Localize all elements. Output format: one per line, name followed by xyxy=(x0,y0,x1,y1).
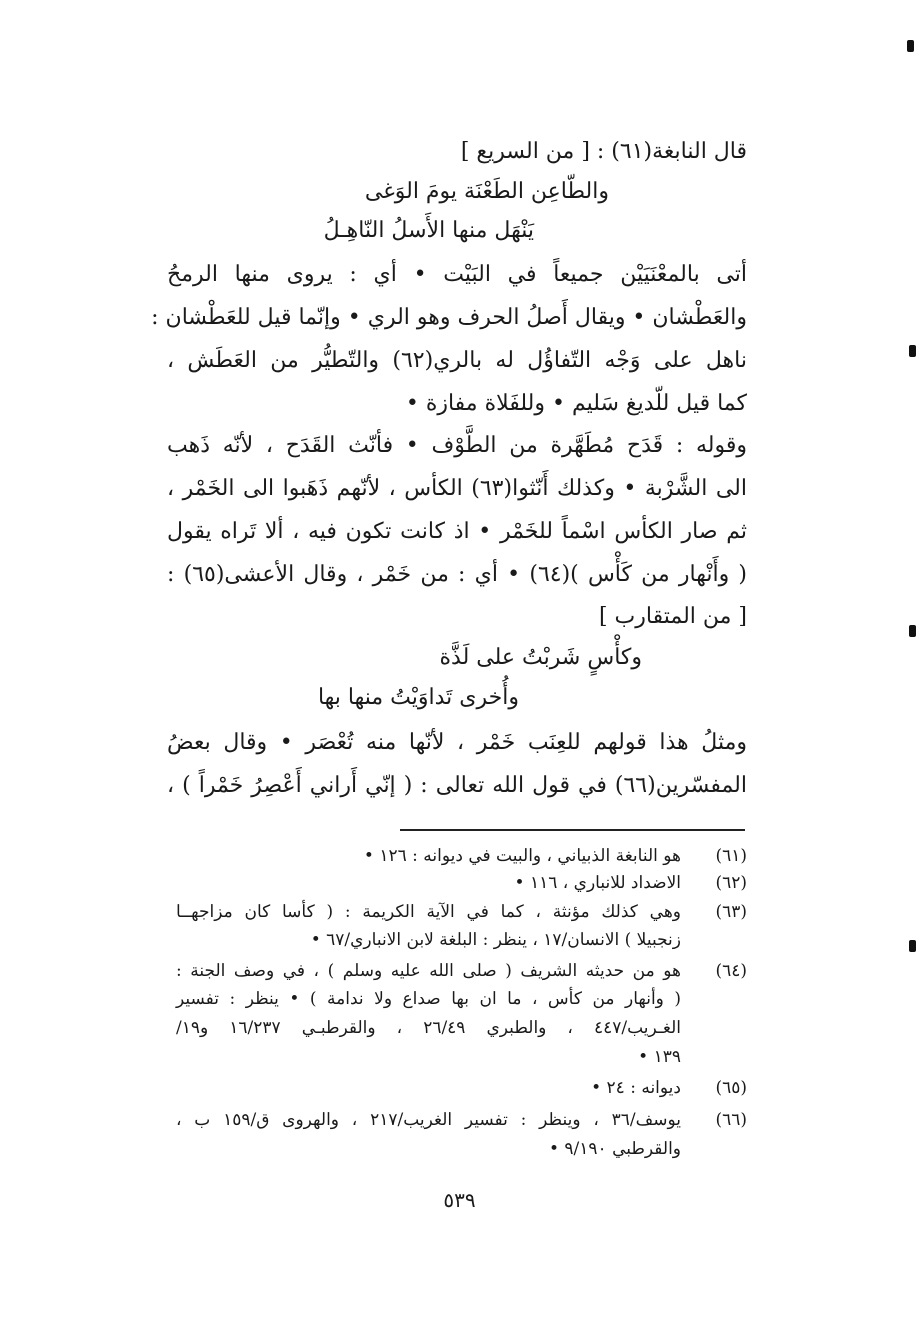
footnote-text: ( وأنهار من كأس ، ما ان بها صداع ولا ندامة ) • ينظر : تفسير xyxy=(176,989,681,1009)
footnote-text: والقرطبي ٩/١٩٠ • xyxy=(548,1139,681,1159)
footnote-text: الاضداد للانباري ، ١١٦ • xyxy=(514,873,681,893)
page-number: ٥٣٩ xyxy=(443,1188,476,1212)
footnote-text: زنجبيلا ) الانسان/١٧ ، ينظر : البلغة لابن الانباري/٦٧ • xyxy=(310,930,681,950)
verse2-hemistich2: وأُخرى تَداوَيْتُ منها بها xyxy=(317,685,519,710)
footnote-number: (٦١) xyxy=(715,846,747,866)
scan-mark xyxy=(907,40,914,52)
footnote-text: هو النابغة الذبياني ، والبيت في ديوانه : ١٢٦ • xyxy=(363,846,681,866)
footnote-number: (٦٢) xyxy=(715,873,747,893)
footnote-text: ١٣٩ • xyxy=(638,1047,681,1067)
paragraph2-line: ( وأَنْهار من كَأْس )(٦٤) • أي : من خَمْر ، وقال الأعشى(٦٥) : xyxy=(167,562,748,587)
verse1-hemistich2: يَنْهَل منها الأَسلُ النّاهِـلُ xyxy=(323,218,534,243)
footnote-number: (٦٦) xyxy=(715,1110,747,1130)
verse1-hemistich1: والطّاعِن الطَعْنَة يومَ الوَغى xyxy=(364,179,609,204)
paragraph2-line: وقوله : قَدَح مُطَهَّرة من الطَّوْف • فأنّث القَدَح ، لأنّه ذَهب xyxy=(167,433,747,458)
meter-label: [ من المتقارب ] xyxy=(598,604,747,629)
footnote-number: (٦٣) xyxy=(715,902,747,922)
footnote-text: يوسف/٣٦ ، وينظر : تفسير الغريب/٢١٧ ، والهروى ق/١٥٩ ب ، xyxy=(176,1110,681,1130)
paragraph2-line: الى الشَّرْبة • وكذلك أَنّثوا(٦٣) الكأس ، لأنّهم ذَهَبوا الى الخَمْر ، xyxy=(167,476,747,501)
footnote-text: الغـريب/٤٤٧ ، والطبري ٢٦/٤٩ ، والقرطبـي ١٦/٢٣٧ و١٩/ xyxy=(176,1018,681,1038)
footnote-text: ديوانه : ٢٤ • xyxy=(591,1078,681,1098)
paragraph1-line: والعَطْشان • ويقال أَصلُ الحرف وهو الري • وإنّما قيل للعَطْشان : xyxy=(151,305,747,330)
paragraph3-line: المفسّرين(٦٦) في قول الله تعالى : ( إنّي أَراني أَعْصِرُ خَمْراً ) ، xyxy=(167,773,747,798)
paragraph2-line: ثم صار الكأس اسْماً للخَمْر • اذ كانت تكون فيه ، ألا تَراه يقول xyxy=(167,519,747,544)
paragraph3-line: ومثلُ هذا قولهم للعِنَب خَمْر ، لأنّها منه تُعْصَر • وقال بعضُ xyxy=(167,730,747,755)
footnote-text: وهي كذلك مؤنثة ، كما في الآية الكريمة : ( كأسا كان مزاجهــا xyxy=(176,902,681,922)
paragraph1-line: أتى بالمعْنَيَيْن جميعاً في البَيْت • أي : يروى منها الرمحُ xyxy=(167,262,747,287)
verse2-hemistich1: وكأْسٍ شَربْتُ على لَذَّة xyxy=(439,645,642,670)
paragraph1-line: ناهل على وَجْه التّفاؤُل له بالري(٦٢) والتّطيُّر من العَطَش ، xyxy=(167,348,747,373)
footnote-separator xyxy=(400,829,745,831)
paragraph1-line: كما قيل للّديغ سَليم • وللفَلاة مفازة • xyxy=(405,391,747,416)
footnote-number: (٦٥) xyxy=(715,1078,747,1098)
scan-mark xyxy=(909,940,916,952)
poem-header: قال النابغة(٦١) : [ من السريع ] xyxy=(460,139,747,164)
footnote-number: (٦٤) xyxy=(715,961,747,981)
footnote-text: هو من حديثه الشريف ( صلى الله عليه وسلم ) ، في وصف الجنة : xyxy=(176,961,681,981)
scan-mark xyxy=(909,625,916,637)
scan-mark xyxy=(909,345,916,357)
